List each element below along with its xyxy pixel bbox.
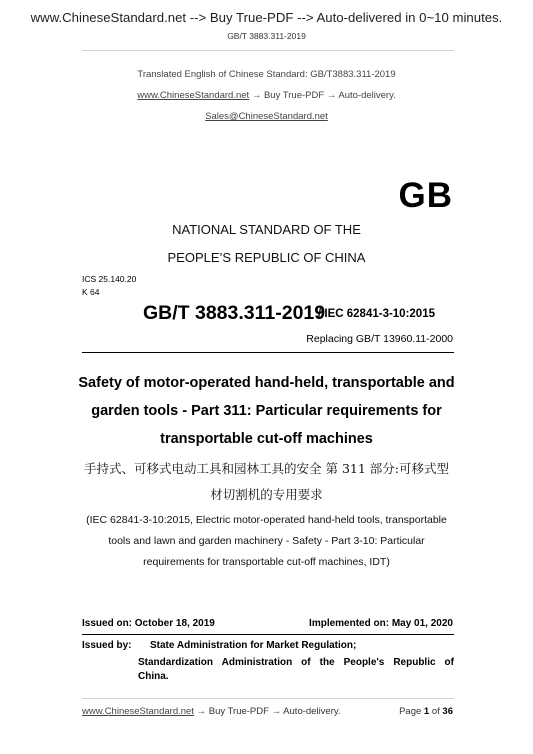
title-en-line-3: transportable cut-off machines [160,431,373,447]
issued-by-line-3: China. [138,671,169,682]
page-label: Page [399,706,422,717]
iec-number: / IEC 62841-3-10:2015 [318,308,435,320]
email-link[interactable]: Sales@ChineseStandard.net [205,111,328,122]
dates-divider [82,634,454,635]
issued-on-date: Issued on: October 18, 2019 [82,618,215,629]
implemented-on-date: Implemented on: May 01, 2020 [309,618,453,629]
title-en-line-1: Safety of motor-operated hand-held, transportable and [78,375,455,391]
footer-purchase-line [82,706,341,717]
standard-number-line [82,302,454,328]
iec-desc-line-3: requirements for transportable cut-off machines, IDT) [143,556,390,568]
page-indicator [399,706,453,717]
title-cn-line-1: 手持式、可移式电动工具和园林工具的安全 第 311 部分:可移式型 [84,461,449,476]
page-of: of [431,706,440,717]
site-link[interactable]: www.ChineseStandard.net [137,90,250,101]
issued-by-label: Issued by: [82,640,132,651]
gb-mark: GB [398,176,453,215]
issued-by-line-1: State Administration for Market Regulation; [150,640,357,651]
title-en-line-2: garden tools - Part 311: Particular requirements for [91,403,442,419]
iec-desc-line-2: tools and lawn and garden machinery - Safety - Part 3-10: Particular [108,535,425,547]
title-divider [82,352,454,353]
header-divider [82,50,454,51]
footer-divider [82,698,454,699]
page-total: 36 [442,706,453,717]
email-line [0,111,533,122]
top-banner: www.ChineseStandard.net --> Buy True-PDF --> Auto-delivered in 0~10 minutes. [30,10,503,25]
replacing-note: Replacing GB/T 13960.11-2000 [306,333,453,345]
ics-code: ICS 25.140.20 [82,274,137,284]
title-cn-line-2: 材切割机的专用要求 [210,487,323,502]
footer-site-link[interactable]: www.ChineseStandard.net [82,706,194,717]
issued-by-line-2: Standardization Administration of the People's Republic of [138,657,454,668]
purchase-text: → Buy True-PDF → Auto-delivery. [249,90,396,101]
header-standard-code: GB/T 3883.311-2019 [227,31,306,41]
national-standard-line-2: PEOPLE’S REPUBLIC OF CHINA [167,250,366,265]
iec-desc-line-1: (IEC 62841-3-10:2015, Electric motor-operated hand-held tools, transportable [86,514,447,526]
national-standard-line-1: NATIONAL STANDARD OF THE [172,222,361,237]
standard-number: GB/T 3883.311-2019 [143,302,326,324]
translated-line: Translated English of Chinese Standard: GB/T3883.311-2019 [137,69,396,80]
page-number: 1 [423,706,430,717]
footer-purchase-text: → Buy True-PDF → Auto-delivery. [193,706,341,717]
k-code: K 64 [82,287,100,297]
purchase-line [0,90,533,101]
